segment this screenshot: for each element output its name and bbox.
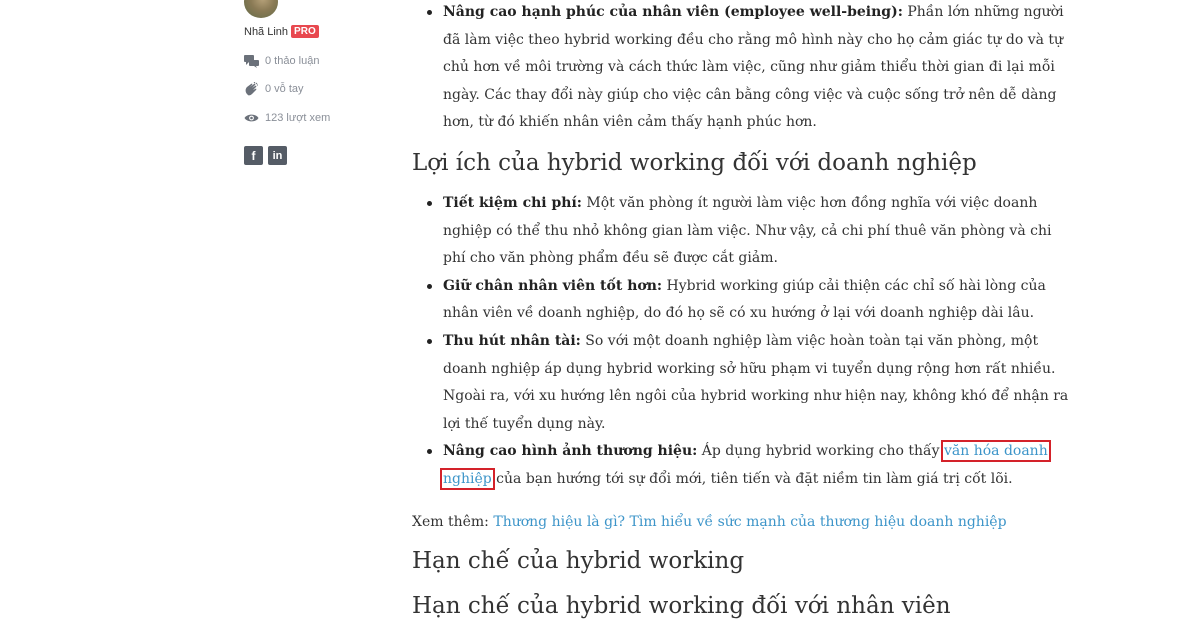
eye-icon bbox=[244, 111, 259, 125]
clap-hands-icon bbox=[244, 82, 259, 96]
author-avatar[interactable] bbox=[244, 0, 278, 18]
list-item bbox=[412, 273, 1072, 328]
list-item-title: Nâng cao hình ảnh thương hiệu: bbox=[443, 443, 698, 460]
section-heading-limitations: Hạn chế của hybrid working bbox=[412, 548, 745, 574]
list-item bbox=[412, 438, 1072, 493]
see-also-label: Xem thêm: bbox=[412, 514, 494, 530]
list-item-title: Tiết kiệm chi phí: bbox=[443, 195, 582, 211]
discussion-count[interactable] bbox=[244, 54, 319, 68]
list-item-text: Áp dụng hybrid working cho thấy bbox=[697, 443, 944, 460]
list-item-text: Hybrid working giúp cải thiện các chỉ số hài lòng của nhân viên về doanh nghiệp, do đó họ sẽ có xu hướng ở lại với doanh nghiệp dài lâu. bbox=[443, 277, 1046, 322]
clap-count[interactable] bbox=[244, 82, 304, 96]
linkedin-share-icon[interactable]: in bbox=[268, 146, 287, 165]
facebook-share-icon[interactable]: f bbox=[244, 146, 263, 165]
list-item-title: Nâng cao hạnh phúc của nhân viên (employee well-being): bbox=[443, 4, 903, 20]
company-culture-link[interactable]: văn hóa doanh nghiệp bbox=[443, 443, 1048, 487]
list-item bbox=[412, 0, 1072, 137]
clap-count-label: 0 vỗ tay bbox=[265, 83, 304, 95]
see-also bbox=[412, 511, 1007, 533]
chat-bubbles-icon bbox=[244, 54, 259, 68]
list-item bbox=[412, 328, 1072, 438]
list-item-title: Giữ chân nhân viên tốt hơn: bbox=[443, 277, 663, 294]
section-heading-business-benefits: Lợi ích của hybrid working đối với doanh nghiệp bbox=[412, 150, 977, 176]
list-item-text: của bạn hướng tới sự đổi mới, tiên tiến và đặt niềm tin làm giá trị cốt lõi. bbox=[491, 470, 1013, 487]
section-heading-employee-limitations: Hạn chế của hybrid working đối với nhân viên bbox=[412, 593, 951, 619]
author-line bbox=[244, 25, 319, 38]
view-count bbox=[244, 111, 330, 125]
share-buttons bbox=[244, 146, 287, 165]
list-item-text: Phần lớn những người đã làm việc theo hybrid working đều cho rằng mô hình này cho họ cảm giác tự do và tự chủ hơn về môi trường và cách thức làm việc, cũng như giảm thiểu thời gian đi lại mỗi ngày. Các thay đổi này giúp cho việc cân bằng công việc và cuộc sống trở nên dễ dàng hơn, từ đó khiến nhân viên cảm thấy hạnh phúc hơn. bbox=[443, 4, 1064, 131]
list-item-title: Thu hút nhân tài: bbox=[443, 332, 581, 349]
business-benefits-list bbox=[412, 190, 1072, 494]
see-also-link[interactable]: Thương hiệu là gì? Tìm hiểu về sức mạnh của thương hiệu doanh nghiệp bbox=[493, 514, 1007, 530]
list-item-text: Một văn phòng ít người làm việc hơn đồng nghĩa với việc doanh nghiệp có thể thu nhỏ không gian làm việc. Như vậy, cả chi phí thuê văn phòng và chi phí cho văn phòng phẩm đều sẽ được cắt giảm. bbox=[443, 195, 1052, 267]
pro-badge: PRO bbox=[291, 25, 319, 38]
author-name[interactable]: Nhã Linh bbox=[244, 25, 289, 38]
view-count-label: 123 lượt xem bbox=[265, 112, 331, 124]
list-item bbox=[412, 190, 1072, 273]
employee-benefits-list bbox=[412, 0, 1072, 137]
discussion-count-label: 0 thảo luận bbox=[265, 55, 320, 67]
list-item-text: So với một doanh nghiệp làm việc hoàn toàn tại văn phòng, một doanh nghiệp áp dụng hybrid working sở hữu phạm vi tuyển dụng rộng hơn rất nhiều. Ngoài ra, với xu hướng lên ngôi của hybrid working như hiện nay, không khó để nhận ra lợi thế tuyển dụng này. bbox=[443, 332, 1069, 432]
